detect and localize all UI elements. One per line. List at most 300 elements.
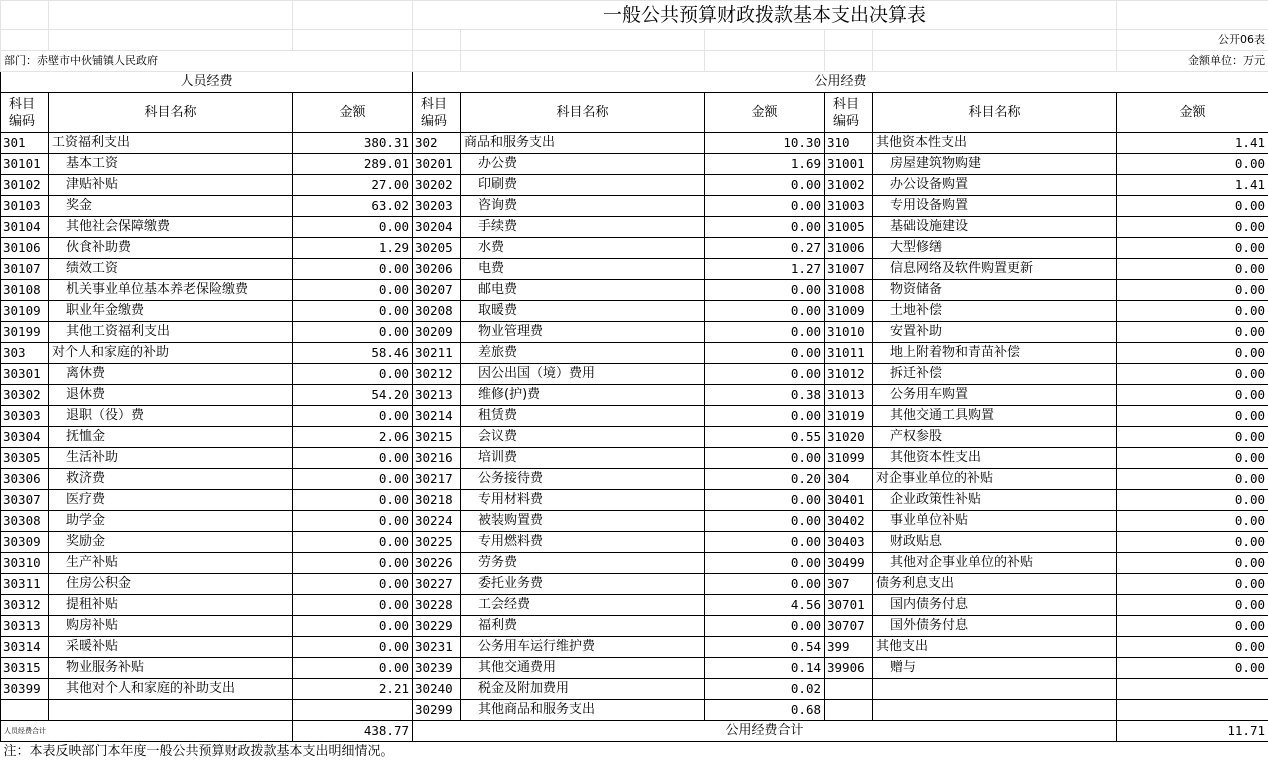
table-row [1,196,1268,217]
capital-item-name: 信息网络及软件购置更新 [873,259,1117,280]
code-header-line2: 编码 [833,114,859,129]
public-total-amount: 11.71 [1117,721,1268,742]
public-item-code: 30218 [413,490,461,511]
capital-item-name: 其他资本性支出 [873,133,1117,154]
public-item-code: 30215 [413,427,461,448]
capital-item-amount: 0.00 [1117,385,1268,406]
personnel-item-code: 30307 [1,490,49,511]
personnel-item-code: 30104 [1,217,49,238]
public-item-amount: 0.00 [705,322,825,343]
capital-item-name: 拆迁补偿 [873,364,1117,385]
capital-item-name: 赠与 [873,658,1117,679]
column-header-code [825,93,873,133]
personnel-item-code: 30399 [1,679,49,700]
column-header-amount: 金额 [293,93,413,133]
capital-item-amount: 0.00 [1117,217,1268,238]
column-header-code [1,93,49,133]
personnel-item-code: 30313 [1,616,49,637]
public-item-code: 30202 [413,175,461,196]
personnel-item-code: 30310 [1,553,49,574]
public-item-amount: 0.00 [705,511,825,532]
totals-row [1,721,1268,742]
public-item-name: 公务用车运行维护费 [461,637,705,658]
personnel-item-amount: 2.21 [293,679,413,700]
public-item-name: 劳务费 [461,553,705,574]
personnel-item-code: 30311 [1,574,49,595]
personnel-total-amount: 438.77 [293,721,413,742]
personnel-item-name: 津贴补贴 [49,175,293,196]
personnel-item-amount: 0.00 [293,364,413,385]
personnel-item-amount: 54.20 [293,385,413,406]
personnel-item-name: 生活补助 [49,448,293,469]
table-row [1,175,1268,196]
public-item-name: 福利费 [461,616,705,637]
public-item-name: 被装购置费 [461,511,705,532]
personnel-item-name: 奖励金 [49,532,293,553]
capital-item-amount: 0.00 [1117,364,1268,385]
personnel-item-code: 303 [1,343,49,364]
personnel-item-amount: 0.00 [293,490,413,511]
capital-item-code: 31009 [825,301,873,322]
public-item-amount: 0.00 [705,217,825,238]
public-item-name: 物业管理费 [461,322,705,343]
group-header-row [1,72,1268,93]
public-item-code: 30225 [413,532,461,553]
public-item-amount: 0.68 [705,700,825,721]
capital-item-name: 公务用车购置 [873,385,1117,406]
table-row [1,217,1268,238]
public-item-amount: 0.00 [705,553,825,574]
table-row [1,427,1268,448]
public-item-code: 30217 [413,469,461,490]
personnel-item-code: 30304 [1,427,49,448]
public-item-code: 30239 [413,658,461,679]
personnel-item-name: 助学金 [49,511,293,532]
page-title: 一般公共预算财政拨款基本支出决算表 [413,1,1117,30]
personnel-item-amount: 0.00 [293,553,413,574]
capital-item-code: 31006 [825,238,873,259]
group-public: 公用经费 [413,72,1268,93]
table-row [1,301,1268,322]
public-item-code: 30299 [413,700,461,721]
public-item-amount: 0.00 [705,448,825,469]
personnel-item-code: 30309 [1,532,49,553]
capital-item-name: 地上附着物和青苗补偿 [873,343,1117,364]
personnel-item-name: 工资福利支出 [49,133,293,154]
capital-item-amount: 0.00 [1117,490,1268,511]
public-item-name: 办公费 [461,154,705,175]
public-item-amount: 0.00 [705,196,825,217]
personnel-item-code: 30308 [1,511,49,532]
personnel-item-amount: 0.00 [293,637,413,658]
personnel-item-name: 救济费 [49,469,293,490]
public-item-name: 租赁费 [461,406,705,427]
personnel-item-name: 职业年金缴费 [49,301,293,322]
table-row [1,532,1268,553]
personnel-item-name: 提租补贴 [49,595,293,616]
personnel-item-name: 采暖补贴 [49,637,293,658]
capital-item-amount: 0.00 [1117,448,1268,469]
personnel-item-name: 医疗费 [49,490,293,511]
personnel-item-amount: 2.06 [293,427,413,448]
personnel-item-name: 对个人和家庭的补助 [49,343,293,364]
public-item-amount: 0.00 [705,175,825,196]
table-row [1,364,1268,385]
capital-item-code: 30707 [825,616,873,637]
personnel-item-code [1,700,49,721]
column-header-name: 科目名称 [49,93,293,133]
public-item-code: 30208 [413,301,461,322]
personnel-item-amount: 0.00 [293,511,413,532]
note-row [1,742,1268,762]
capital-item-code: 31099 [825,448,873,469]
personnel-item-name: 奖金 [49,196,293,217]
capital-item-amount: 0.00 [1117,595,1268,616]
personnel-item-name: 其他工资福利支出 [49,322,293,343]
personnel-item-name: 离休费 [49,364,293,385]
public-item-name: 差旅费 [461,343,705,364]
personnel-item-amount: 0.00 [293,616,413,637]
public-item-name: 其他商品和服务支出 [461,700,705,721]
capital-item-name: 其他支出 [873,637,1117,658]
capital-item-code: 304 [825,469,873,490]
personnel-item-amount: 0.00 [293,217,413,238]
table-row [1,154,1268,175]
capital-item-code: 30401 [825,490,873,511]
table-row [1,574,1268,595]
personnel-item-amount: 0.00 [293,301,413,322]
public-item-name: 会议费 [461,427,705,448]
code-header-line1: 科目 [421,97,447,112]
public-item-amount: 1.69 [705,154,825,175]
capital-item-name: 安置补助 [873,322,1117,343]
personnel-item-name: 住房公积金 [49,574,293,595]
personnel-item-code: 30306 [1,469,49,490]
capital-item-name: 基础设施建设 [873,217,1117,238]
public-item-name: 公务接待费 [461,469,705,490]
table-row [1,553,1268,574]
capital-item-name: 大型修缮 [873,238,1117,259]
capital-item-code [825,679,873,700]
table-row [1,511,1268,532]
public-item-code: 30203 [413,196,461,217]
capital-item-name: 房屋建筑物购建 [873,154,1117,175]
capital-item-code: 31013 [825,385,873,406]
personnel-item-name: 机关事业单位基本养老保险缴费 [49,280,293,301]
public-item-name: 专用材料费 [461,490,705,511]
public-item-code: 30214 [413,406,461,427]
public-item-name: 税金及附加费用 [461,679,705,700]
capital-item-amount: 0.00 [1117,322,1268,343]
capital-item-name: 物资储备 [873,280,1117,301]
public-item-name: 商品和服务支出 [461,133,705,154]
capital-item-amount: 0.00 [1117,259,1268,280]
capital-item-code: 399 [825,637,873,658]
table-row [1,238,1268,259]
public-item-name: 手续费 [461,217,705,238]
capital-item-amount: 0.00 [1117,616,1268,637]
personnel-item-code: 30314 [1,637,49,658]
personnel-item-code: 30103 [1,196,49,217]
capital-item-amount: 0.00 [1117,280,1268,301]
public-item-name: 咨询费 [461,196,705,217]
table-row [1,469,1268,490]
public-item-amount: 1.27 [705,259,825,280]
public-total-label: 公用经费合计 [413,721,1117,742]
capital-item-code: 31007 [825,259,873,280]
personnel-item-name: 物业服务补贴 [49,658,293,679]
public-item-name: 维修(护)费 [461,385,705,406]
column-header-code [413,93,461,133]
capital-item-amount: 0.00 [1117,301,1268,322]
table-row [1,133,1268,154]
capital-item-code [825,700,873,721]
public-item-code: 30227 [413,574,461,595]
public-item-code: 30209 [413,322,461,343]
public-item-code: 30216 [413,448,461,469]
table-row [1,322,1268,343]
table-row [1,259,1268,280]
capital-item-code: 31001 [825,154,873,175]
public-item-code: 30213 [413,385,461,406]
capital-item-name: 产权参股 [873,427,1117,448]
capital-item-name: 对企事业单位的补贴 [873,469,1117,490]
personnel-item-amount: 0.00 [293,448,413,469]
unit-label: 金额单位：万元 [1117,51,1268,72]
public-item-amount: 0.27 [705,238,825,259]
table-row [1,343,1268,364]
public-item-code: 30224 [413,511,461,532]
public-item-code: 30229 [413,616,461,637]
capital-item-code: 31010 [825,322,873,343]
public-item-name: 培训费 [461,448,705,469]
capital-item-amount: 0.00 [1117,196,1268,217]
personnel-item-name: 其他社会保障缴费 [49,217,293,238]
table-row [1,280,1268,301]
capital-item-name: 国内债务付息 [873,595,1117,616]
personnel-item-name [49,700,293,721]
personnel-item-amount: 0.00 [293,595,413,616]
capital-item-name: 其他资本性支出 [873,448,1117,469]
capital-item-code: 31008 [825,280,873,301]
personnel-item-name: 其他对个人和家庭的补助支出 [49,679,293,700]
meta-row [1,51,1268,72]
capital-item-code: 307 [825,574,873,595]
table-row [1,448,1268,469]
public-item-amount: 4.56 [705,595,825,616]
capital-item-amount [1117,700,1268,721]
public-item-name: 其他交通费用 [461,658,705,679]
personnel-item-code: 30312 [1,595,49,616]
capital-item-code: 31020 [825,427,873,448]
title-row [1,1,1268,30]
capital-item-name: 国外债务付息 [873,616,1117,637]
personnel-item-code: 30303 [1,406,49,427]
capital-item-amount: 0.00 [1117,469,1268,490]
public-item-amount: 0.54 [705,637,825,658]
personnel-item-code: 30102 [1,175,49,196]
personnel-item-code: 30101 [1,154,49,175]
public-item-name: 电费 [461,259,705,280]
group-personnel: 人员经费 [1,72,413,93]
personnel-item-amount: 0.00 [293,469,413,490]
public-item-code: 30205 [413,238,461,259]
public-item-amount: 0.00 [705,490,825,511]
table-row [1,700,1268,721]
capital-item-amount: 0.00 [1117,658,1268,679]
column-header-name: 科目名称 [873,93,1117,133]
public-item-code: 30226 [413,553,461,574]
capital-item-amount: 0.00 [1117,532,1268,553]
capital-item-code: 31002 [825,175,873,196]
public-item-name: 水费 [461,238,705,259]
table-row [1,658,1268,679]
capital-item-amount: 0.00 [1117,343,1268,364]
column-header-row [1,93,1268,133]
personnel-item-amount: 0.00 [293,259,413,280]
capital-item-code: 31012 [825,364,873,385]
capital-item-name [873,700,1117,721]
capital-item-name [873,679,1117,700]
capital-item-amount [1117,679,1268,700]
public-item-amount: 0.00 [705,364,825,385]
personnel-item-amount: 0.00 [293,406,413,427]
capital-item-name: 事业单位补贴 [873,511,1117,532]
public-item-name: 工会经费 [461,595,705,616]
capital-item-code: 30701 [825,595,873,616]
personnel-item-code: 30315 [1,658,49,679]
public-item-code: 30206 [413,259,461,280]
personnel-item-name: 抚恤金 [49,427,293,448]
public-item-name: 因公出国（境）费用 [461,364,705,385]
public-item-amount: 0.00 [705,343,825,364]
personnel-item-name: 基本工资 [49,154,293,175]
public-item-amount: 0.00 [705,616,825,637]
public-item-amount: 0.00 [705,574,825,595]
capital-item-name: 其他对企事业单位的补贴 [873,553,1117,574]
footnote: 注：本表反映部门本年度一般公共预算财政拨款基本支出明细情况。 [1,742,1268,762]
public-item-amount: 0.00 [705,301,825,322]
personnel-item-code: 301 [1,133,49,154]
public-item-name: 邮电费 [461,280,705,301]
public-item-name: 专用燃料费 [461,532,705,553]
code-header-line1: 科目 [833,97,859,112]
personnel-item-amount: 63.02 [293,196,413,217]
capital-item-amount: 1.41 [1117,175,1268,196]
capital-item-amount: 0.00 [1117,406,1268,427]
table-number: 公开06表 [1117,30,1268,51]
public-item-amount: 0.14 [705,658,825,679]
public-item-amount: 0.20 [705,469,825,490]
capital-item-name: 办公设备购置 [873,175,1117,196]
public-item-amount: 0.38 [705,385,825,406]
personnel-item-code: 30301 [1,364,49,385]
personnel-item-code: 30106 [1,238,49,259]
capital-item-code: 30402 [825,511,873,532]
public-item-amount: 10.30 [705,133,825,154]
personnel-item-code: 30305 [1,448,49,469]
public-item-amount: 0.00 [705,532,825,553]
column-header-amount: 金额 [705,93,825,133]
capital-item-name: 其他交通工具购置 [873,406,1117,427]
code-header-line1: 科目 [9,97,35,112]
capital-item-name: 土地补偿 [873,301,1117,322]
capital-item-code: 30403 [825,532,873,553]
personnel-item-amount: 58.46 [293,343,413,364]
capital-item-amount: 0.00 [1117,511,1268,532]
personnel-item-amount: 0.00 [293,574,413,595]
column-header-amount: 金额 [1117,93,1268,133]
capital-item-code: 310 [825,133,873,154]
personnel-item-code: 30107 [1,259,49,280]
table-row [1,595,1268,616]
public-item-amount: 0.00 [705,280,825,301]
code-header-line2: 编码 [9,114,35,129]
personnel-total-label: 人员经费合计 [1,721,293,742]
personnel-item-amount: 27.00 [293,175,413,196]
public-item-code: 30207 [413,280,461,301]
public-item-amount: 0.00 [705,406,825,427]
public-item-amount: 0.55 [705,427,825,448]
capital-item-name: 债务利息支出 [873,574,1117,595]
public-item-code: 30201 [413,154,461,175]
public-item-code: 30228 [413,595,461,616]
personnel-item-name: 绩效工资 [49,259,293,280]
personnel-item-amount: 1.29 [293,238,413,259]
table-row [1,679,1268,700]
personnel-item-amount: 289.01 [293,154,413,175]
public-item-amount: 0.02 [705,679,825,700]
personnel-item-name: 伙食补助费 [49,238,293,259]
capital-item-code: 31005 [825,217,873,238]
public-item-code: 30211 [413,343,461,364]
capital-item-amount: 0.00 [1117,238,1268,259]
public-item-code: 30204 [413,217,461,238]
capital-item-name: 专用设备购置 [873,196,1117,217]
personnel-item-name: 退休费 [49,385,293,406]
table-row [1,406,1268,427]
personnel-item-name: 购房补贴 [49,616,293,637]
personnel-item-code: 30199 [1,322,49,343]
table-row [1,385,1268,406]
capital-item-name: 财政贴息 [873,532,1117,553]
capital-item-amount: 0.00 [1117,154,1268,175]
capital-item-code: 39906 [825,658,873,679]
public-item-name: 印刷费 [461,175,705,196]
table-row [1,616,1268,637]
capital-item-code: 31003 [825,196,873,217]
personnel-item-code: 30108 [1,280,49,301]
capital-item-code: 31019 [825,406,873,427]
department-label: 部门：赤壁市中伙铺镇人民政府 [1,51,413,72]
public-item-code: 30212 [413,364,461,385]
code-header-line2: 编码 [421,114,447,129]
table-row [1,490,1268,511]
personnel-item-code: 30302 [1,385,49,406]
capital-item-name: 企业政策性补贴 [873,490,1117,511]
capital-item-amount: 0.00 [1117,574,1268,595]
personnel-item-amount: 0.00 [293,322,413,343]
capital-item-amount: 0.00 [1117,637,1268,658]
capital-item-amount: 1.41 [1117,133,1268,154]
public-item-code: 30231 [413,637,461,658]
table-row [1,637,1268,658]
personnel-item-code: 30109 [1,301,49,322]
capital-item-amount: 0.00 [1117,427,1268,448]
personnel-item-amount: 380.31 [293,133,413,154]
personnel-item-name: 退职（役）费 [49,406,293,427]
personnel-item-amount: 0.00 [293,658,413,679]
